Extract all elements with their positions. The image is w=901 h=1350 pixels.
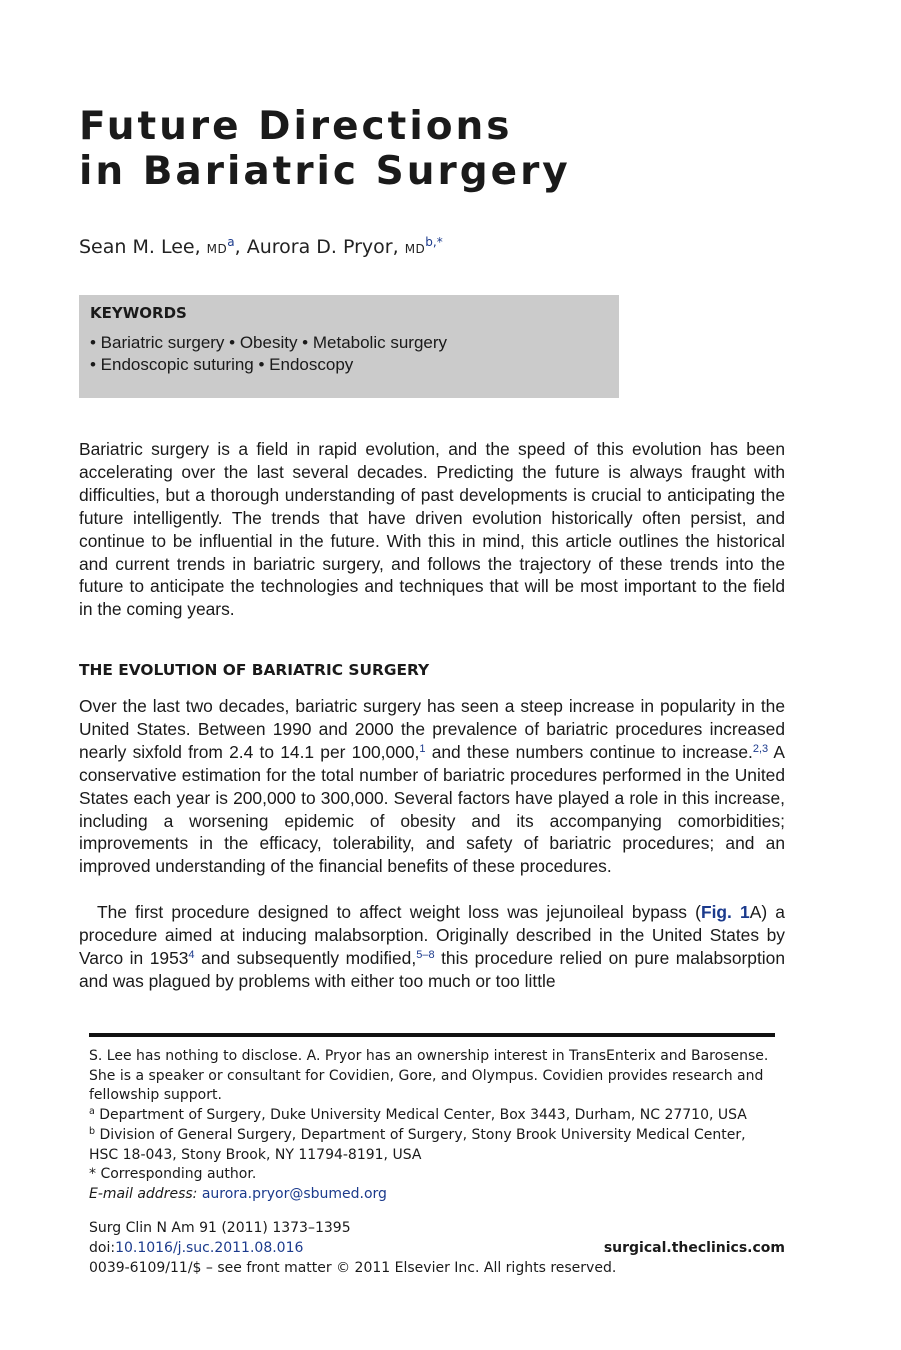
title-line-2: in Bariatric Surgery — [79, 149, 571, 194]
p1-text-a: Over the last two decades, bariatric surgery has seen a steep increase in popularity in the United States. Between 1990 and 2000 the prevalence of bariatric procedures increased nearly sixfold from 2.4 to 14.1 per 100,000, — [79, 696, 785, 762]
author-1-degree: MD — [206, 242, 228, 256]
doi-link[interactable]: 10.1016/j.suc.2011.08.016 — [115, 1240, 304, 1256]
p1-text-b: and these numbers continue to increase. — [425, 741, 753, 762]
author-list — [79, 236, 443, 258]
author-2-name: Aurora D. Pryor, — [246, 236, 399, 258]
p2-text-b: A) a procedure aimed at inducing malabsorption. Originally described in the United States by Varco in 1953 — [79, 902, 785, 968]
keywords-line-1: • Bariatric surgery • Obesity • Metabolic surgery — [90, 333, 448, 352]
body-paragraph-1 — [79, 695, 785, 878]
reference-link-4[interactable]: 4 — [188, 948, 195, 961]
affiliation-a — [89, 1106, 775, 1126]
reference-link-1[interactable]: 1 — [419, 742, 426, 755]
title-line-1: Future Directions — [79, 104, 513, 149]
affiliation-a-mark: a — [89, 1106, 95, 1117]
disclosure-footnote: S. Lee has nothing to disclose. A. Pryor has an ownership interest in TransEnterix and Barosense. She is a speaker or consultant for Covidien, Gore, and Olympus. Covidien provides research and fellowship support. — [89, 1048, 769, 1103]
p2-text-a: The first procedure designed to affect weight loss was jejunoileal bypass ( — [97, 902, 701, 922]
p1-text-c: A conservative estimation for the total number of bariatric procedures performed in the United States each year is 200,000 to 300,000. Several factors have played a role in this increase, including a worsening epidemic of obesity and its accompanying comorbidities; improvements in the efficacy, tolerability, and safety of bariatric procedures; and an improved understanding of the financial benefits of these procedures. — [79, 741, 785, 877]
section-heading: THE EVOLUTION OF BARIATRIC SURGERY — [79, 661, 430, 679]
doi-label: doi: — [89, 1240, 116, 1256]
affiliation-b-mark: b — [89, 1126, 96, 1137]
reference-link-5-8[interactable]: 5–8 — [416, 948, 435, 961]
author-2-affiliation-link[interactable]: b,* — [425, 235, 443, 249]
abstract-paragraph: Bariatric surgery is a field in rapid evolution, and the speed of this evolution has been accelerating over the last several decades. Predicting the future is always fraught with difficulties, but a thorough understanding of past developments is crucial to anticipating the future intelligently. The trends that have driven evolution historically often persist, and continue to be influential in the future. With this in mind, this article outlines the historical and current trends in bariatric surgery, and follows the trajectory of these trends into the future to anticipate the technologies and techniques that will be most important to the field in the coming years. — [79, 439, 785, 620]
figure-1-link[interactable]: Fig. 1 — [700, 902, 750, 922]
footnote-divider — [89, 1033, 775, 1037]
keywords-line-2: • Endoscopic suturing • Endoscopy — [90, 355, 354, 374]
body-paragraph-2 — [79, 901, 785, 993]
journal-website[interactable]: surgical.theclinics.com — [603, 1240, 785, 1256]
email-line — [89, 1185, 775, 1205]
author-2-degree: MD — [404, 242, 426, 256]
keywords-heading: KEYWORDS — [90, 304, 187, 322]
author-1-affiliation-link[interactable]: a — [227, 235, 235, 249]
affiliation-a-text: Department of Surgery, Duke University Medical Center, Box 3443, Durham, NC 27710, USA — [94, 1107, 747, 1123]
author-1-name: Sean M. Lee, — [79, 236, 201, 258]
p2-text-d: this procedure relied on pure malabsorption and was plagued by problems with either too much or too little — [79, 947, 786, 991]
affiliation-b — [89, 1126, 775, 1165]
journal-citation: Surg Clin N Am 91 (2011) 1373–1395 — [89, 1220, 351, 1236]
keywords-box — [79, 295, 619, 398]
p2-text-c: and subsequently modified, — [194, 947, 417, 968]
email-label: E-mail address: — [89, 1186, 198, 1202]
copyright-notice: 0039-6109/11/$ – see front matter © 2011 Elsevier Inc. All rights reserved. — [89, 1260, 617, 1276]
reference-link-2-3[interactable]: 2,3 — [752, 742, 769, 755]
email-link[interactable]: aurora.pryor@sbumed.org — [201, 1186, 387, 1202]
affiliation-b-text: Division of General Surgery, Department of Surgery, Stony Brook University Medical Center, HSC 18-043, Stony Brook, NY 11794-8191, USA — [89, 1127, 746, 1163]
citation-block — [89, 1218, 785, 1278]
article-title — [79, 104, 571, 194]
author-separator: , — [234, 236, 241, 258]
corresponding-author-note: * Corresponding author. — [89, 1166, 257, 1182]
